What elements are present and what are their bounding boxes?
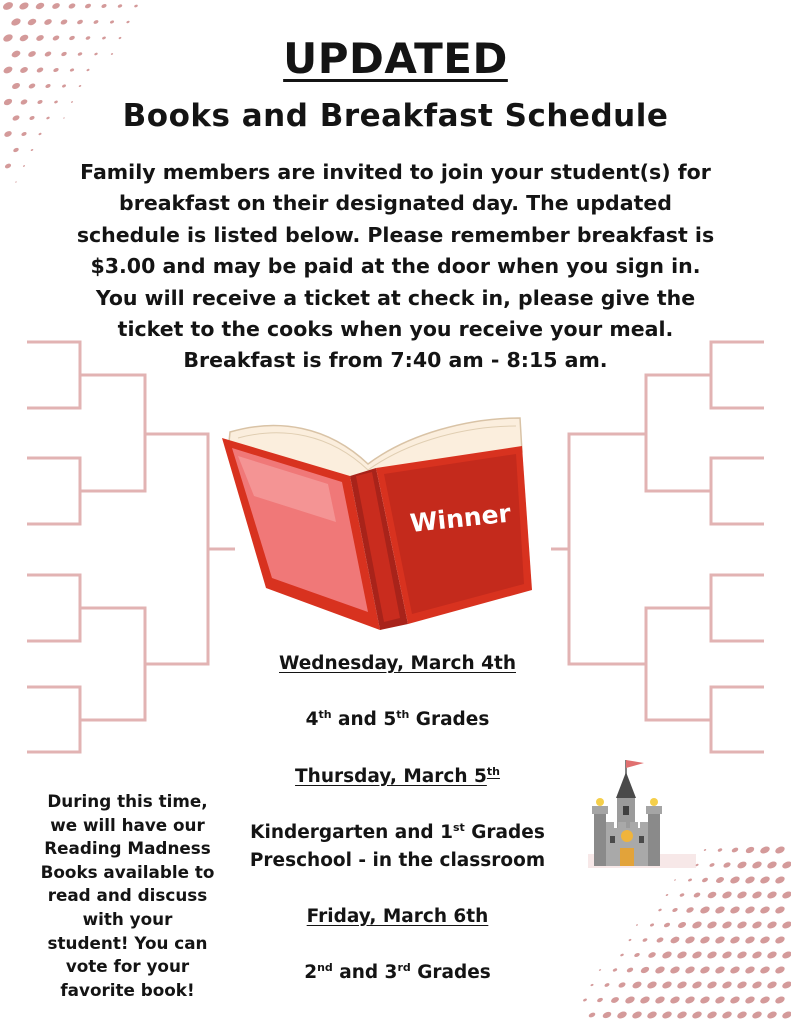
dot [628, 939, 632, 942]
dot [685, 906, 694, 914]
dot [751, 980, 763, 990]
dot [706, 950, 718, 960]
dot [699, 905, 711, 915]
dot [620, 953, 624, 957]
side-note-line: with your [82, 908, 173, 929]
dot [604, 982, 610, 987]
dot [640, 966, 650, 975]
dot [27, 17, 38, 26]
dot [745, 846, 756, 855]
intro-line: schedule is listed below. Please remember breakfast is [76, 222, 715, 247]
dot [691, 980, 703, 990]
side-note-line: Books available to [40, 861, 215, 882]
schedule-day-2 [210, 763, 585, 791]
dot [610, 996, 620, 1004]
dot [109, 20, 114, 24]
dot [751, 890, 763, 900]
dot [759, 845, 771, 855]
dot [18, 1, 29, 11]
dot [706, 980, 718, 990]
dot [684, 935, 696, 945]
schedule-day-heading: Thursday, March 5 [295, 766, 487, 787]
open-book-icon [218, 412, 538, 637]
dot [631, 980, 642, 989]
dot [602, 1011, 613, 1020]
side-note-line: student! You can [47, 932, 208, 953]
intro-line: Family members are invited to join your student(s) for [80, 160, 711, 184]
dot [646, 1010, 658, 1020]
schedule-day-3 [210, 903, 585, 931]
grade-text: Grades [464, 822, 545, 843]
dot [703, 849, 706, 852]
side-note-line: Reading Madness [44, 838, 211, 859]
dot [639, 995, 651, 1005]
dot [43, 18, 52, 26]
dot [117, 4, 122, 9]
side-note-line: During this time, [47, 791, 208, 811]
page-subtitle: Books and Breakfast Schedule [122, 98, 669, 134]
dot [721, 950, 733, 960]
dot [731, 847, 739, 854]
dot [11, 82, 21, 90]
dot [590, 983, 594, 986]
dot [665, 894, 668, 897]
dot [744, 905, 756, 915]
dot [624, 995, 636, 1005]
dot [677, 921, 687, 929]
dot [669, 935, 680, 944]
dot [642, 937, 648, 942]
dot [631, 1010, 643, 1020]
dot [60, 18, 68, 25]
side-note-line: we will have our [50, 814, 205, 835]
page-title: UPDATED [283, 34, 508, 83]
dot [13, 147, 20, 153]
dot [15, 181, 17, 183]
schedule-day-1 [210, 650, 585, 678]
dot [744, 875, 756, 885]
dot [759, 965, 771, 975]
dot [45, 83, 52, 89]
grade-text: and 5 [331, 709, 397, 730]
dot [723, 861, 732, 868]
dot [691, 1010, 703, 1020]
dot [636, 924, 639, 926]
dot [714, 995, 726, 1005]
dot [774, 875, 786, 885]
dot [781, 920, 791, 930]
dot [781, 890, 791, 900]
grade-text: and 3 [332, 962, 398, 983]
dot [669, 995, 681, 1005]
dot [78, 85, 81, 88]
dot [721, 890, 733, 900]
dot [68, 2, 76, 9]
dot [10, 17, 22, 27]
dot [84, 3, 91, 9]
dot [126, 20, 130, 23]
dot [656, 936, 665, 943]
dot [684, 995, 696, 1005]
grade-text: Grades [410, 962, 491, 983]
intro-line: $3.00 and may be paid at the door when you sign in. [90, 254, 701, 279]
dot [751, 860, 763, 870]
dot [729, 905, 741, 915]
dot [4, 163, 12, 170]
dot [661, 1010, 673, 1020]
dot [51, 2, 60, 10]
dot [679, 893, 685, 898]
dot [781, 1010, 791, 1020]
side-note-line: read and discuss [47, 885, 208, 906]
dot [663, 922, 671, 928]
dot [721, 920, 733, 930]
dot [706, 920, 718, 930]
dot [649, 923, 654, 927]
dot [634, 952, 641, 958]
dot [781, 860, 791, 870]
dot [676, 980, 688, 990]
grade-sup: st [452, 820, 465, 834]
dot [721, 980, 733, 990]
dot [759, 875, 771, 885]
dot [28, 82, 36, 89]
grade-text: Kindergarten and 1 [250, 822, 453, 843]
bracket-right [551, 330, 791, 760]
dot [721, 1010, 733, 1020]
dot [35, 2, 45, 11]
dot [714, 905, 726, 915]
dot [676, 1010, 688, 1020]
dot [759, 995, 771, 1005]
intro-line: You will receive a ticket at check in, please give the [95, 285, 696, 310]
dot [684, 965, 696, 975]
grade-sup: th [396, 707, 410, 721]
dot [654, 995, 666, 1005]
intro-line: ticket to the cooks when you receive your meal. [117, 317, 674, 342]
schedule-grades-3 [210, 959, 585, 987]
intro-line: Breakfast is from 7:40 am - 8:15 am. [183, 348, 608, 373]
grade-line [210, 819, 585, 847]
dot [709, 862, 715, 867]
grade-sup: nd [317, 960, 333, 974]
dot [717, 848, 723, 853]
grade-sup: th [318, 707, 332, 721]
dot [2, 1, 14, 12]
dot [30, 149, 33, 152]
dot [766, 980, 778, 990]
dot [736, 860, 747, 870]
dot [774, 845, 786, 855]
dot [612, 968, 617, 973]
dot [699, 995, 711, 1005]
schedule-day-heading: Friday, March 6th [306, 906, 489, 927]
dot [774, 935, 786, 945]
dot [76, 19, 83, 25]
dot [699, 935, 711, 945]
dot [688, 878, 693, 882]
dot [736, 890, 748, 900]
dot [669, 965, 681, 975]
dot [774, 905, 786, 915]
dot [736, 950, 748, 960]
dot [691, 920, 703, 930]
dot [729, 875, 741, 885]
dot [134, 4, 138, 8]
dot [62, 84, 67, 88]
schedule-day-heading: Wednesday, March 4th [279, 653, 516, 674]
dot [781, 950, 791, 960]
dot [744, 965, 756, 975]
grade-text: 2 [304, 962, 318, 983]
dot [596, 997, 603, 1003]
dot [715, 876, 725, 884]
schedule-day-sup: th [486, 764, 500, 778]
bracket-left [0, 330, 240, 760]
dot [661, 950, 673, 960]
schedule-grades-2 [210, 819, 585, 875]
dot [101, 3, 107, 9]
dot [583, 998, 588, 1002]
intro-line: breakfast on their designated day. The updated [119, 191, 672, 216]
dot [618, 981, 627, 988]
dot [729, 995, 741, 1005]
dot [599, 969, 602, 971]
dot [751, 1010, 763, 1020]
dot [699, 965, 711, 975]
dot [766, 1010, 778, 1020]
schedule-grades-1 [210, 706, 585, 734]
dot [781, 980, 791, 990]
dot [729, 935, 741, 945]
side-note-line: favorite book! [60, 979, 195, 1000]
dot [751, 950, 763, 960]
dot [759, 935, 771, 945]
dot [736, 920, 748, 930]
dot [766, 860, 778, 870]
dot [751, 920, 763, 930]
dot [674, 879, 676, 881]
book-label: Winner [408, 498, 513, 538]
dot [766, 920, 778, 930]
dot [616, 1010, 628, 1020]
dot [706, 1010, 718, 1020]
dot [774, 995, 786, 1005]
dot [658, 908, 662, 912]
dot [93, 19, 99, 24]
dot [759, 905, 771, 915]
dot [646, 980, 658, 990]
dot [744, 935, 756, 945]
dot [729, 965, 741, 975]
dot [672, 907, 679, 913]
dot [766, 890, 778, 900]
dot [23, 165, 26, 167]
side-note [30, 790, 225, 1002]
dot [691, 950, 703, 960]
dot [654, 965, 666, 975]
dot [736, 1010, 748, 1020]
castle-icon [588, 756, 698, 874]
dot [714, 935, 726, 945]
dot [626, 967, 634, 974]
dot [736, 980, 748, 990]
grade-text: 4 [305, 709, 319, 730]
dot [707, 890, 718, 899]
dot [676, 950, 688, 960]
dot [744, 995, 756, 1005]
grade-sup: rd [397, 960, 411, 974]
dot [661, 980, 673, 990]
dot [693, 892, 701, 899]
dot [714, 965, 726, 975]
dot [647, 951, 656, 959]
intro-paragraph [60, 157, 731, 377]
dot [766, 950, 778, 960]
side-note-line: vote for your [65, 956, 190, 977]
dot [701, 877, 708, 883]
grade-text: Grades [409, 709, 490, 730]
grade-line: Preschool - in the classroom [249, 850, 546, 871]
dot [588, 1012, 596, 1019]
dot [774, 965, 786, 975]
